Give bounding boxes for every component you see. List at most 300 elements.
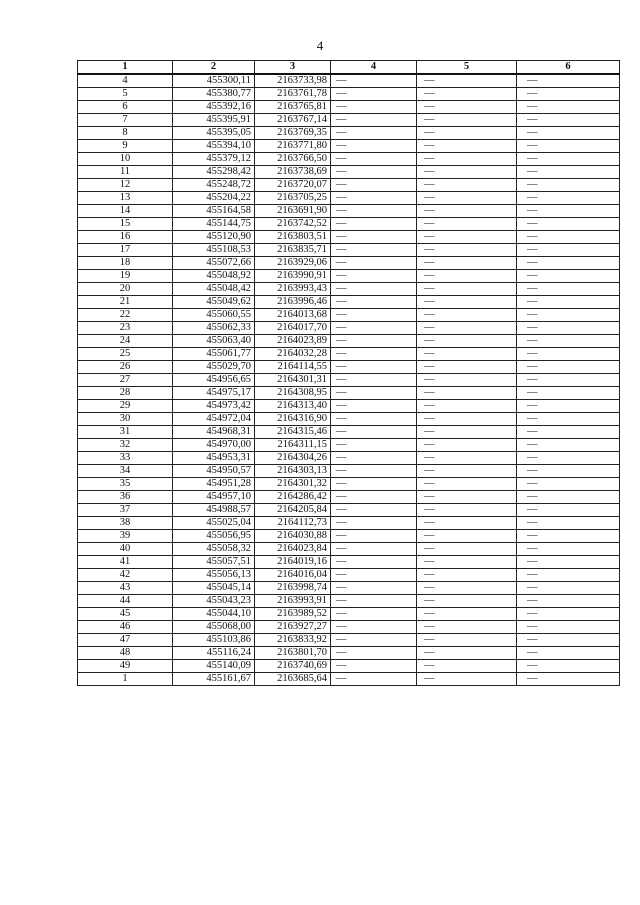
dash-mark: — (424, 114, 435, 125)
coordinates-table (77, 60, 620, 686)
dash-mark: — (527, 387, 538, 398)
point-number-cell: 46 (78, 621, 173, 634)
empty-value-cell-4 (331, 348, 417, 361)
x-coordinate-cell: 455395,05 (173, 127, 255, 140)
point-number-cell: 24 (78, 335, 173, 348)
x-coordinate-cell: 455056,13 (173, 569, 255, 582)
table-row (78, 426, 620, 439)
empty-value-cell-5 (417, 452, 517, 465)
x-coordinate-cell: 455144,75 (173, 218, 255, 231)
table-body (78, 74, 620, 686)
y-coordinate-cell: 2163989,52 (255, 608, 331, 621)
dash-mark: — (424, 257, 435, 268)
dash-mark: — (527, 114, 538, 125)
empty-value-cell-4 (331, 296, 417, 309)
empty-value-cell-4 (331, 439, 417, 452)
dash-mark: — (336, 75, 347, 86)
x-coordinate-cell: 455108,53 (173, 244, 255, 257)
y-coordinate-cell: 2163765,81 (255, 101, 331, 114)
point-number-cell: 37 (78, 504, 173, 517)
dash-mark: — (527, 335, 538, 346)
table-row (78, 647, 620, 660)
y-coordinate-cell: 2163705,25 (255, 192, 331, 205)
empty-value-cell-5 (417, 517, 517, 530)
empty-value-cell-5 (417, 296, 517, 309)
x-coordinate-cell: 455380,77 (173, 88, 255, 101)
dash-mark: — (336, 582, 347, 593)
point-number-cell: 32 (78, 439, 173, 452)
y-coordinate-cell: 2163738,69 (255, 166, 331, 179)
dash-mark: — (527, 101, 538, 112)
empty-value-cell-5 (417, 218, 517, 231)
dash-mark: — (336, 218, 347, 229)
empty-value-cell-5 (417, 205, 517, 218)
empty-value-cell-4 (331, 621, 417, 634)
point-number-cell: 42 (78, 569, 173, 582)
empty-value-cell-5 (417, 556, 517, 569)
dash-mark: — (527, 439, 538, 450)
y-coordinate-cell: 2163993,43 (255, 283, 331, 296)
empty-value-cell-5 (417, 127, 517, 140)
y-coordinate-cell: 2164016,04 (255, 569, 331, 582)
empty-value-cell-4 (331, 465, 417, 478)
point-number-cell: 11 (78, 166, 173, 179)
point-number-cell: 29 (78, 400, 173, 413)
empty-value-cell-5 (417, 335, 517, 348)
empty-value-cell-6 (517, 673, 620, 686)
empty-value-cell-5 (417, 569, 517, 582)
y-coordinate-cell: 2163733,98 (255, 74, 331, 88)
empty-value-cell-5 (417, 74, 517, 88)
empty-value-cell-6 (517, 114, 620, 127)
y-coordinate-cell: 2164311,15 (255, 439, 331, 452)
empty-value-cell-6 (517, 283, 620, 296)
empty-value-cell-6 (517, 517, 620, 530)
x-coordinate-cell: 454970,00 (173, 439, 255, 452)
x-coordinate-cell: 455072,66 (173, 257, 255, 270)
y-coordinate-cell: 2164013,68 (255, 309, 331, 322)
dash-mark: — (336, 166, 347, 177)
table-row (78, 400, 620, 413)
dash-mark: — (336, 101, 347, 112)
empty-value-cell-6 (517, 634, 620, 647)
dash-mark: — (424, 348, 435, 359)
x-coordinate-cell: 454973,42 (173, 400, 255, 413)
point-number-cell: 18 (78, 257, 173, 270)
y-coordinate-cell: 2164019,16 (255, 556, 331, 569)
y-coordinate-cell: 2164112,73 (255, 517, 331, 530)
page-number: 4 (316, 38, 324, 53)
x-coordinate-cell: 454968,31 (173, 426, 255, 439)
empty-value-cell-5 (417, 621, 517, 634)
point-number-cell: 30 (78, 413, 173, 426)
x-coordinate-cell: 454988,57 (173, 504, 255, 517)
empty-value-cell-5 (417, 608, 517, 621)
x-coordinate-cell: 455060,55 (173, 309, 255, 322)
point-number-cell: 40 (78, 543, 173, 556)
point-number-cell: 19 (78, 270, 173, 283)
dash-mark: — (424, 660, 435, 671)
x-coordinate-cell: 454957,10 (173, 491, 255, 504)
y-coordinate-cell: 2164286,42 (255, 491, 331, 504)
table-row (78, 465, 620, 478)
table-row (78, 101, 620, 114)
empty-value-cell-5 (417, 413, 517, 426)
dash-mark: — (336, 153, 347, 164)
empty-value-cell-4 (331, 244, 417, 257)
table-row (78, 491, 620, 504)
dash-mark: — (336, 192, 347, 203)
dash-mark: — (527, 660, 538, 671)
empty-value-cell-5 (417, 491, 517, 504)
table-row (78, 439, 620, 452)
dash-mark: — (336, 88, 347, 99)
empty-value-cell-6 (517, 192, 620, 205)
y-coordinate-cell: 2164315,46 (255, 426, 331, 439)
y-coordinate-cell: 2163740,69 (255, 660, 331, 673)
dash-mark: — (424, 153, 435, 164)
empty-value-cell-4 (331, 426, 417, 439)
empty-value-cell-6 (517, 218, 620, 231)
dash-mark: — (336, 244, 347, 255)
empty-value-cell-4 (331, 231, 417, 244)
table-row (78, 140, 620, 153)
empty-value-cell-4 (331, 192, 417, 205)
table-row (78, 634, 620, 647)
empty-value-cell-4 (331, 88, 417, 101)
dash-mark: — (424, 439, 435, 450)
dash-mark: — (424, 556, 435, 567)
empty-value-cell-6 (517, 660, 620, 673)
table-header-row (78, 61, 620, 75)
dash-mark: — (527, 543, 538, 554)
table-row (78, 517, 620, 530)
y-coordinate-cell: 2164114,55 (255, 361, 331, 374)
empty-value-cell-4 (331, 452, 417, 465)
y-coordinate-cell: 2163742,52 (255, 218, 331, 231)
point-number-cell: 48 (78, 647, 173, 660)
dash-mark: — (424, 517, 435, 528)
dash-mark: — (527, 140, 538, 151)
point-number-cell: 23 (78, 322, 173, 335)
empty-value-cell-5 (417, 673, 517, 686)
dash-mark: — (527, 231, 538, 242)
dash-mark: — (527, 504, 538, 515)
table-row (78, 608, 620, 621)
dash-mark: — (424, 595, 435, 606)
x-coordinate-cell: 455025,04 (173, 517, 255, 530)
table-row (78, 569, 620, 582)
empty-value-cell-4 (331, 413, 417, 426)
dash-mark: — (527, 192, 538, 203)
dash-mark: — (336, 335, 347, 346)
table-row (78, 595, 620, 608)
x-coordinate-cell: 455116,24 (173, 647, 255, 660)
empty-value-cell-5 (417, 361, 517, 374)
table-row (78, 231, 620, 244)
dash-mark: — (527, 166, 538, 177)
dash-mark: — (527, 673, 538, 684)
empty-value-cell-5 (417, 478, 517, 491)
table-row (78, 478, 620, 491)
empty-value-cell-4 (331, 387, 417, 400)
empty-value-cell-5 (417, 322, 517, 335)
y-coordinate-cell: 2164032,28 (255, 348, 331, 361)
table-row (78, 166, 620, 179)
dash-mark: — (336, 491, 347, 502)
x-coordinate-cell: 455049,62 (173, 296, 255, 309)
table-row (78, 127, 620, 140)
dash-mark: — (336, 387, 347, 398)
empty-value-cell-5 (417, 179, 517, 192)
dash-mark: — (424, 335, 435, 346)
empty-value-cell-4 (331, 478, 417, 491)
table-row (78, 309, 620, 322)
dash-mark: — (336, 296, 347, 307)
dash-mark: — (336, 205, 347, 216)
table-row (78, 283, 620, 296)
x-coordinate-cell: 455061,77 (173, 348, 255, 361)
empty-value-cell-6 (517, 348, 620, 361)
point-number-cell: 36 (78, 491, 173, 504)
dash-mark: — (424, 673, 435, 684)
x-coordinate-cell: 455044,10 (173, 608, 255, 621)
x-coordinate-cell: 455058,32 (173, 543, 255, 556)
x-coordinate-cell: 454953,31 (173, 452, 255, 465)
x-coordinate-cell: 454951,28 (173, 478, 255, 491)
empty-value-cell-6 (517, 387, 620, 400)
dash-mark: — (527, 582, 538, 593)
dash-mark: — (336, 283, 347, 294)
y-coordinate-cell: 2163771,80 (255, 140, 331, 153)
empty-value-cell-4 (331, 374, 417, 387)
y-coordinate-cell: 2163803,51 (255, 231, 331, 244)
point-number-cell: 26 (78, 361, 173, 374)
dash-mark: — (424, 140, 435, 151)
empty-value-cell-6 (517, 153, 620, 166)
empty-value-cell-5 (417, 634, 517, 647)
empty-value-cell-6 (517, 140, 620, 153)
empty-value-cell-4 (331, 205, 417, 218)
x-coordinate-cell: 455394,10 (173, 140, 255, 153)
empty-value-cell-6 (517, 413, 620, 426)
empty-value-cell-5 (417, 192, 517, 205)
empty-value-cell-6 (517, 504, 620, 517)
dash-mark: — (424, 270, 435, 281)
dash-mark: — (336, 621, 347, 632)
point-number-cell: 31 (78, 426, 173, 439)
dash-mark: — (424, 569, 435, 580)
empty-value-cell-4 (331, 127, 417, 140)
empty-value-cell-5 (417, 647, 517, 660)
y-coordinate-cell: 2164301,32 (255, 478, 331, 491)
empty-value-cell-6 (517, 179, 620, 192)
point-number-cell: 38 (78, 517, 173, 530)
x-coordinate-cell: 455043,23 (173, 595, 255, 608)
dash-mark: — (527, 361, 538, 372)
empty-value-cell-4 (331, 283, 417, 296)
dash-mark: — (527, 647, 538, 658)
empty-value-cell-6 (517, 74, 620, 88)
y-coordinate-cell: 2163685,64 (255, 673, 331, 686)
dash-mark: — (336, 361, 347, 372)
empty-value-cell-5 (417, 101, 517, 114)
dash-mark: — (336, 530, 347, 541)
empty-value-cell-6 (517, 543, 620, 556)
dash-mark: — (527, 595, 538, 606)
empty-value-cell-6 (517, 335, 620, 348)
empty-value-cell-5 (417, 283, 517, 296)
empty-value-cell-4 (331, 166, 417, 179)
x-coordinate-cell: 455379,12 (173, 153, 255, 166)
dash-mark: — (424, 582, 435, 593)
dash-mark: — (424, 127, 435, 138)
empty-value-cell-6 (517, 582, 620, 595)
y-coordinate-cell: 2163769,35 (255, 127, 331, 140)
table-row (78, 621, 620, 634)
point-number-cell: 41 (78, 556, 173, 569)
x-coordinate-cell: 454972,04 (173, 413, 255, 426)
x-coordinate-cell: 455120,90 (173, 231, 255, 244)
dash-mark: — (336, 426, 347, 437)
y-coordinate-cell: 2163929,06 (255, 257, 331, 270)
dash-mark: — (424, 309, 435, 320)
dash-mark: — (424, 179, 435, 190)
empty-value-cell-5 (417, 140, 517, 153)
table-row (78, 218, 620, 231)
empty-value-cell-4 (331, 322, 417, 335)
empty-value-cell-4 (331, 270, 417, 283)
empty-value-cell-4 (331, 218, 417, 231)
dash-mark: — (336, 478, 347, 489)
empty-value-cell-6 (517, 426, 620, 439)
dash-mark: — (424, 205, 435, 216)
y-coordinate-cell: 2163990,91 (255, 270, 331, 283)
dash-mark: — (527, 296, 538, 307)
dash-mark: — (336, 569, 347, 580)
dash-mark: — (336, 231, 347, 242)
dash-mark: — (424, 621, 435, 632)
empty-value-cell-6 (517, 491, 620, 504)
y-coordinate-cell: 2164308,95 (255, 387, 331, 400)
empty-value-cell-5 (417, 309, 517, 322)
point-number-cell: 47 (78, 634, 173, 647)
empty-value-cell-6 (517, 231, 620, 244)
point-number-cell: 45 (78, 608, 173, 621)
table-row (78, 387, 620, 400)
point-number-cell: 49 (78, 660, 173, 673)
dash-mark: — (336, 257, 347, 268)
point-number-cell: 9 (78, 140, 173, 153)
table-row (78, 673, 620, 686)
dash-mark: — (527, 322, 538, 333)
dash-mark: — (424, 296, 435, 307)
dash-mark: — (336, 179, 347, 190)
dash-mark: — (424, 192, 435, 203)
x-coordinate-cell: 454975,17 (173, 387, 255, 400)
empty-value-cell-4 (331, 400, 417, 413)
dash-mark: — (527, 218, 538, 229)
y-coordinate-cell: 2163833,92 (255, 634, 331, 647)
empty-value-cell-6 (517, 309, 620, 322)
x-coordinate-cell: 455056,95 (173, 530, 255, 543)
dash-mark: — (424, 426, 435, 437)
dash-mark: — (336, 114, 347, 125)
dash-mark: — (336, 400, 347, 411)
table-row (78, 179, 620, 192)
table-row (78, 504, 620, 517)
empty-value-cell-4 (331, 595, 417, 608)
table-row (78, 114, 620, 127)
y-coordinate-cell: 2164023,84 (255, 543, 331, 556)
point-number-cell: 20 (78, 283, 173, 296)
empty-value-cell-5 (417, 114, 517, 127)
dash-mark: — (424, 361, 435, 372)
table-row (78, 244, 620, 257)
empty-value-cell-6 (517, 205, 620, 218)
dash-mark: — (527, 244, 538, 255)
dash-mark: — (527, 88, 538, 99)
x-coordinate-cell: 455161,67 (173, 673, 255, 686)
empty-value-cell-5 (417, 530, 517, 543)
table-row (78, 660, 620, 673)
dash-mark: — (424, 452, 435, 463)
point-number-cell: 44 (78, 595, 173, 608)
empty-value-cell-5 (417, 439, 517, 452)
y-coordinate-cell: 2163996,46 (255, 296, 331, 309)
dash-mark: — (527, 413, 538, 424)
dash-mark: — (336, 127, 347, 138)
dash-mark: — (424, 530, 435, 541)
point-number-cell: 28 (78, 387, 173, 400)
dash-mark: — (527, 309, 538, 320)
empty-value-cell-4 (331, 543, 417, 556)
table-row (78, 530, 620, 543)
empty-value-cell-5 (417, 582, 517, 595)
dash-mark: — (424, 322, 435, 333)
dash-mark: — (336, 660, 347, 671)
empty-value-cell-5 (417, 504, 517, 517)
x-coordinate-cell: 455392,16 (173, 101, 255, 114)
y-coordinate-cell: 2163835,71 (255, 244, 331, 257)
dash-mark: — (527, 348, 538, 359)
empty-value-cell-5 (417, 257, 517, 270)
point-number-cell: 21 (78, 296, 173, 309)
dash-mark: — (527, 283, 538, 294)
point-number-cell: 35 (78, 478, 173, 491)
y-coordinate-cell: 2163801,70 (255, 647, 331, 660)
dash-mark: — (527, 153, 538, 164)
dash-mark: — (336, 452, 347, 463)
empty-value-cell-4 (331, 179, 417, 192)
point-number-cell: 8 (78, 127, 173, 140)
y-coordinate-cell: 2163761,78 (255, 88, 331, 101)
empty-value-cell-6 (517, 465, 620, 478)
empty-value-cell-6 (517, 88, 620, 101)
empty-value-cell-6 (517, 244, 620, 257)
empty-value-cell-4 (331, 569, 417, 582)
y-coordinate-cell: 2164030,88 (255, 530, 331, 543)
dash-mark: — (527, 127, 538, 138)
empty-value-cell-6 (517, 127, 620, 140)
x-coordinate-cell: 455103,86 (173, 634, 255, 647)
dash-mark: — (424, 413, 435, 424)
dash-mark: — (424, 543, 435, 554)
x-coordinate-cell: 454950,57 (173, 465, 255, 478)
empty-value-cell-6 (517, 569, 620, 582)
y-coordinate-cell: 2164205,84 (255, 504, 331, 517)
empty-value-cell-4 (331, 140, 417, 153)
